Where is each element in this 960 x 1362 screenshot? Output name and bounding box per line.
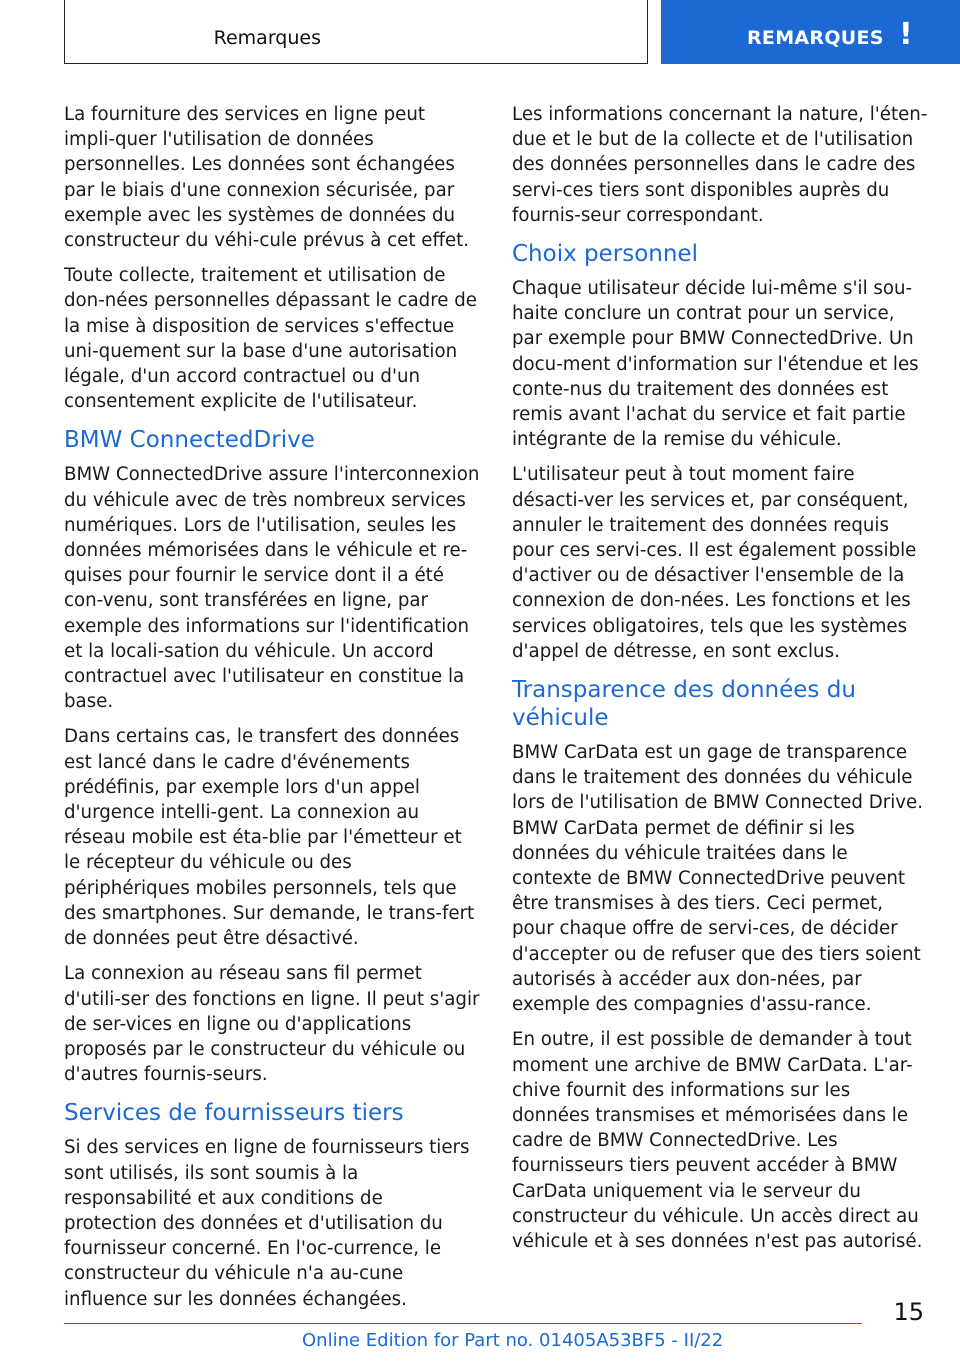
page-number: 15 xyxy=(893,1298,924,1326)
footer-divider xyxy=(64,1323,862,1324)
right-column xyxy=(512,102,928,1264)
paragraph: L'utilisateur peut à tout moment faire désacti-ver les services et, par conséquent, annuler le traitement des données requis pour ces servi-ces. Il est également possible d'activer ou de désactiver l'ensemble de la connexion de don-nées. Les fonctions et les services obligatoires, tels que les systèmes d'appel de détresse, en sont exclus. xyxy=(512,464,917,662)
header-chapter-label: REMARQUES xyxy=(747,27,884,49)
paragraph: BMW ConnectedDrive assure l'interconnexion du véhicule avec de très nombreux services numériques. Lors de l'utilisation, seules les données mémorisées dans le véhicule et re-quises pour fournir le service dont il a été con-venu, sont transférées en ligne, par exemple des informations sur l'identification et la locali-sation du véhicule. Un accord contractuel avec l'utilisateur en constitue la base. xyxy=(64,464,480,713)
paragraph: Toute collecte, traitement et utilisation de don-nées personnelles dépassant le cadre de la mise à disposition de services s'effectue uni-quement sur la base d'une autorisation légale, d'un accord contractuel ou d'un consentement explicite de l'utilisateur. xyxy=(64,265,477,413)
paragraph: Si des services en ligne de fournisseurs tiers sont utilisés, ils sont soumis à la responsabilité et aux conditions de protection des données et d'utilisation du fournisseur concerné. En l'oc-currence, le constructeur du véhicule n'a au-cune influence sur les données échangées. xyxy=(64,1137,470,1310)
paragraph: Dans certains cas, le transfert des données est lancé dans le cadre d'événements prédéfinis, par exemple lors d'un appel d'urgence intelli-gent. La connexion au réseau mobile est éta-blie par l'émetteur et le récepteur du véhicule ou des périphériques mobiles personnels, tels que des smartphones. Sur demande, le trans-fert de données peut être désactivé. xyxy=(64,726,475,950)
header-chapter-tab xyxy=(661,0,960,64)
paragraph: La fourniture des services en ligne peut impli-quer l'utilisation de données personnelles. Les données sont échangées par le biais d'une connexion sécurisée, par exemple avec les systèmes de données du constructeur du véhi-cule prévus à cet effet. xyxy=(64,104,470,252)
paragraph: Chaque utilisateur décide lui-même s'il sou-haite conclure un contrat pour un service, par exemple pour BMW ConnectedDrive. Un docu-ment d'information sur l'étendue et les conte-nus du traitement des données est remis avant l'achat du service et fait partie intégrante de la remise du véhicule. xyxy=(512,278,919,451)
header-section-box xyxy=(64,0,648,64)
header-section-title: Remarques xyxy=(213,27,321,49)
paragraph: Les informations concernant la nature, l'éten-due et le but de la collecte et de l'utilisation des données personnelles dans le cadre des servi-ces tiers sont disponibles auprès du fournis-seur correspondant. xyxy=(512,104,928,226)
left-column xyxy=(64,102,480,1322)
exclamation-icon: ! xyxy=(899,17,913,52)
heading-bmw-connecteddrive: BMW ConnectedDrive xyxy=(64,427,315,454)
paragraph: La connexion au réseau sans fil permet d'utili-ser des fonctions en ligne. Il peut s'agir de ser-vices en ligne ou d'applications proposés par le constructeur du véhicule ou d'autres fournis-seurs. xyxy=(64,963,480,1086)
heading-third-party-services: Services de fournisseurs tiers xyxy=(64,1100,404,1127)
heading-personal-choice: Choix personnel xyxy=(512,241,698,268)
paragraph: BMW CarData est un gage de transparence dans le traitement des données du véhicule lors de l'utilisation de BMW Connected Drive. BMW CarData permet de définir si les données du véhicule traitées dans le contexte de BMW ConnectedDrive peuvent être transmises à des tiers. Ceci permet, pour chaque offre de servi-ces, de décider d'accepter ou de refuser que des tiers soient autorisés à accéder aux don-nées, par exemple des compagnies d'assu-rance. xyxy=(512,742,923,1016)
footer-edition: Online Edition for Part no. 01405A53BF5 - II/22 xyxy=(302,1330,724,1351)
heading-data-transparency: Transparence des données du véhicule xyxy=(512,677,856,732)
paragraph: En outre, il est possible de demander à tout moment une archive de BMW CarData. L'ar-chive fournit des informations sur les données transmises et mémorisées dans le cadre de BMW ConnectedDrive. Les fournisseurs tiers peuvent accéder à BMW CarData uniquement via le serveur du constructeur du véhicule. Un accès direct au véhicule et à ses données n'est pas autorisé. xyxy=(512,1029,923,1252)
